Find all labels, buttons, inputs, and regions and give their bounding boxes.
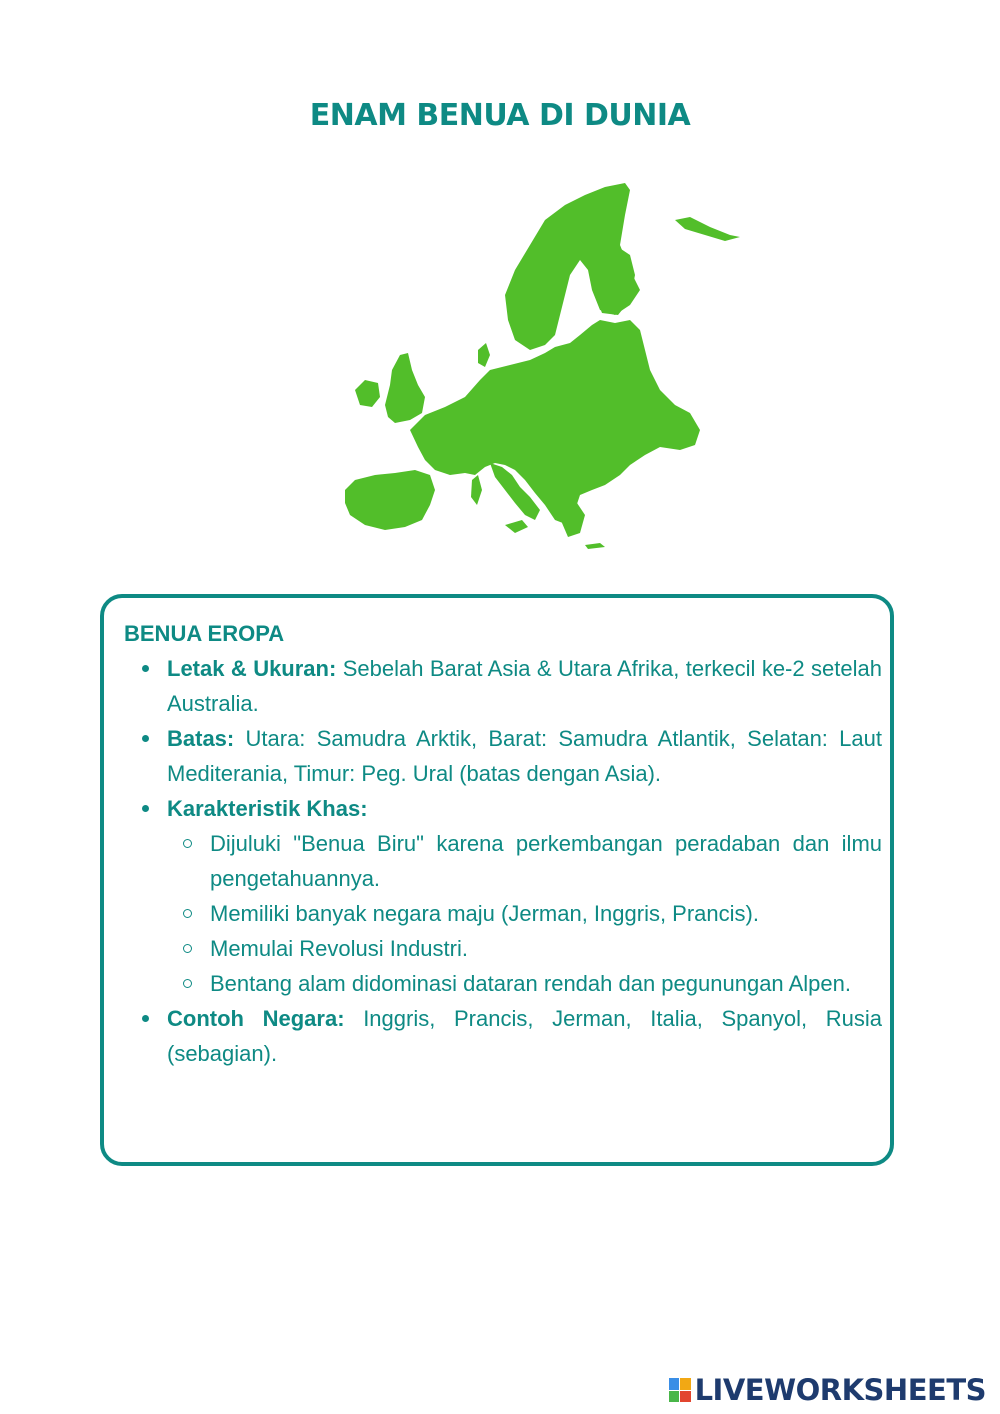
sub-list-item: Memiliki banyak negara maju (Jerman, Inggris, Prancis). <box>167 896 882 931</box>
item-text: Sebelah Barat Asia & Utara Afrika, terkecil ke-2 setelah Australia. <box>167 656 882 716</box>
list-item-example-countries <box>124 1001 882 1071</box>
logo-text: LIVEWORKSHEETS <box>694 1373 986 1407</box>
item-text: Inggris, Prancis, Jerman, Italia, Spanyol, Rusia (sebagian). <box>167 1006 882 1066</box>
item-label: Letak & Ukuran: <box>167 656 337 681</box>
item-label: Batas: <box>167 726 235 751</box>
page-title: ENAM BENUA DI DUNIA <box>309 98 691 133</box>
item-text: Utara: Samudra Arktik, Barat: Samudra Atlantik, Selatan: Laut Mediterania, Timur: Peg. Ural (batas dengan Asia). <box>167 726 882 786</box>
info-list <box>124 651 882 1071</box>
continent-info-card <box>100 594 894 1166</box>
liveworksheets-logo-icon <box>669 1378 691 1402</box>
characteristics-sublist <box>167 826 882 1001</box>
list-item-location <box>124 651 882 721</box>
list-item-characteristics <box>124 791 882 1001</box>
liveworksheets-logo[interactable] <box>669 1372 986 1408</box>
section-heading: BENUA EROPA <box>124 621 285 646</box>
list-item-borders <box>124 721 882 791</box>
sub-list-item: Bentang alam didominasi dataran rendah dan pegunungan Alpen. <box>167 966 882 1001</box>
sub-list-item: Dijuluki "Benua Biru" karena perkembangan peradaban dan ilmu pengetahuannya. <box>167 826 882 896</box>
europe-map-icon <box>330 175 750 560</box>
item-label: Karakteristik Khas: <box>167 796 368 821</box>
sub-list-item: Memulai Revolusi Industri. <box>167 931 882 966</box>
item-label: Contoh Negara: <box>167 1006 345 1031</box>
